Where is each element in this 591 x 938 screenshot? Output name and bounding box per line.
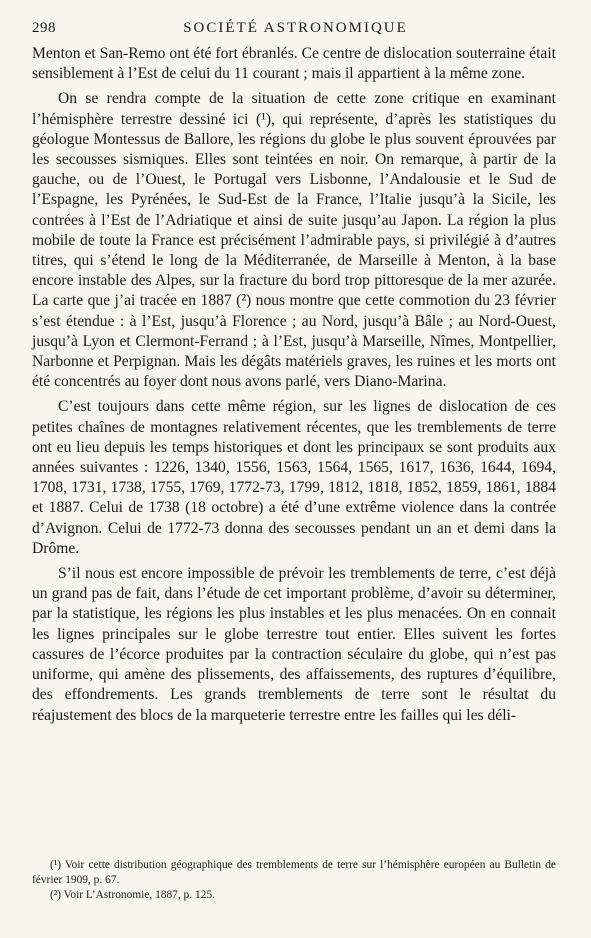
running-title: SOCIÉTÉ ASTRONOMIQUE (183, 20, 408, 36)
page-number: 298 (32, 20, 56, 36)
paragraph-continuation: Menton et San-Remo ont été fort ébranlés. Ce centre de dislocation souterraine était sensiblement à l’Est de celui du 11 courant ; mais il appartient à la même zone. (32, 45, 556, 83)
body-text (32, 44, 556, 726)
footnotes (32, 858, 556, 903)
paragraph: S’il nous est encore impossible de prévoir les tremblements de terre, c’est déjà un grand pas de fait, dans l’étude de cet important problème, d’avoir su déterminer, par la statistique, les régions les plus instables et les plus menacées. On en connait les lignes principales sur le globe terrestre tout entier. Elles suivent les fortes cassures de l’écorce produites par la contraction séculaire du globe, qui n’est pas uniforme, qui amène des plissements, des affaissements, des ruptures d’équilibre, des effondrements. Les grands tremblements de terre sont le résultat du réajustement des blocs de la marqueterie terrestre entre les failles qui les déli- (32, 565, 556, 724)
page-header (32, 20, 559, 42)
footnote: (²) Voir L’Astronomie, 1887, p. 125. (50, 889, 215, 901)
paragraph: C’est toujours dans cette même région, sur les lignes de dislocation de ces petites chaînes de montagnes relativement récentes, que les tremblements de terre ont eu lieu depuis les temps historiques et dont les principaux se sont produits aux années suivantes : 1226, 1340, 1556, 1563, 1564, 1565, 1617, 1636, 1644, 1694, 1708, 1731, 1738, 1755, 1769, 1772-73, 1799, 1812, 1818, 1852, 1859, 1861, 1884 et 1887. Celui de 1738 (18 octobre) a été d’une extrême violence dans la contrée d’Avignon. Celui de 1772-73 donna des secousses pendant un an et demi dans la Drôme. (32, 398, 556, 557)
footnote: (¹) Voir cette distribution géographique des tremblements de terre sur l’hémisphère européen au Bulletin de février 1909, p. 67. (32, 859, 556, 886)
paragraph: On se rendra compte de la situation de cette zone critique en examinant l’hémisphère terrestre dessiné ici (¹), qui représente, d’après les statistiques du géologue Montessus de Ballore, les régions du globe le plus souvent éprouvées par les secousses sismiques. Elles sont teintées en noir. On remarque, à partir de la gauche, ou de l’Ouest, le Portugal vers Lisbonne, l’Andalousie et le Sud de l’Espagne, les Pyrénées, le Sud-Est de la France, l’Italie jusqu’à la Sicile, les contrées à l’Est de l’Adriatique et ainsi de suite jusqu’au Japon. La région la plus mobile de toute la France est précisément l’admirable pays, si privilégié à d’autres titres, qui s’étend le long de la Méditerranée, de Marseille à Menton, à la base encore instable des Alpes, sur la fracture du bord trop pittoresque de la mer azurée. La carte que j’ai tracée en 1887 (²) nous montre que cette commotion du 23 février s’est étendue : à l’Est, jusqu’à Florence ; au Nord, jusqu’à Bâle ; au Nord-Ouest, jusqu’à Lyon et Clermont-Ferrand ; à l’Est, jusqu’à Marseille, Nîmes, Montpellier, Narbonne et Perpignan. Mais les dégâts matériels graves, les ruines et les morts ont été concentrés au foyer dont nous avons parlé, vers Diano-Marina. (32, 90, 556, 391)
